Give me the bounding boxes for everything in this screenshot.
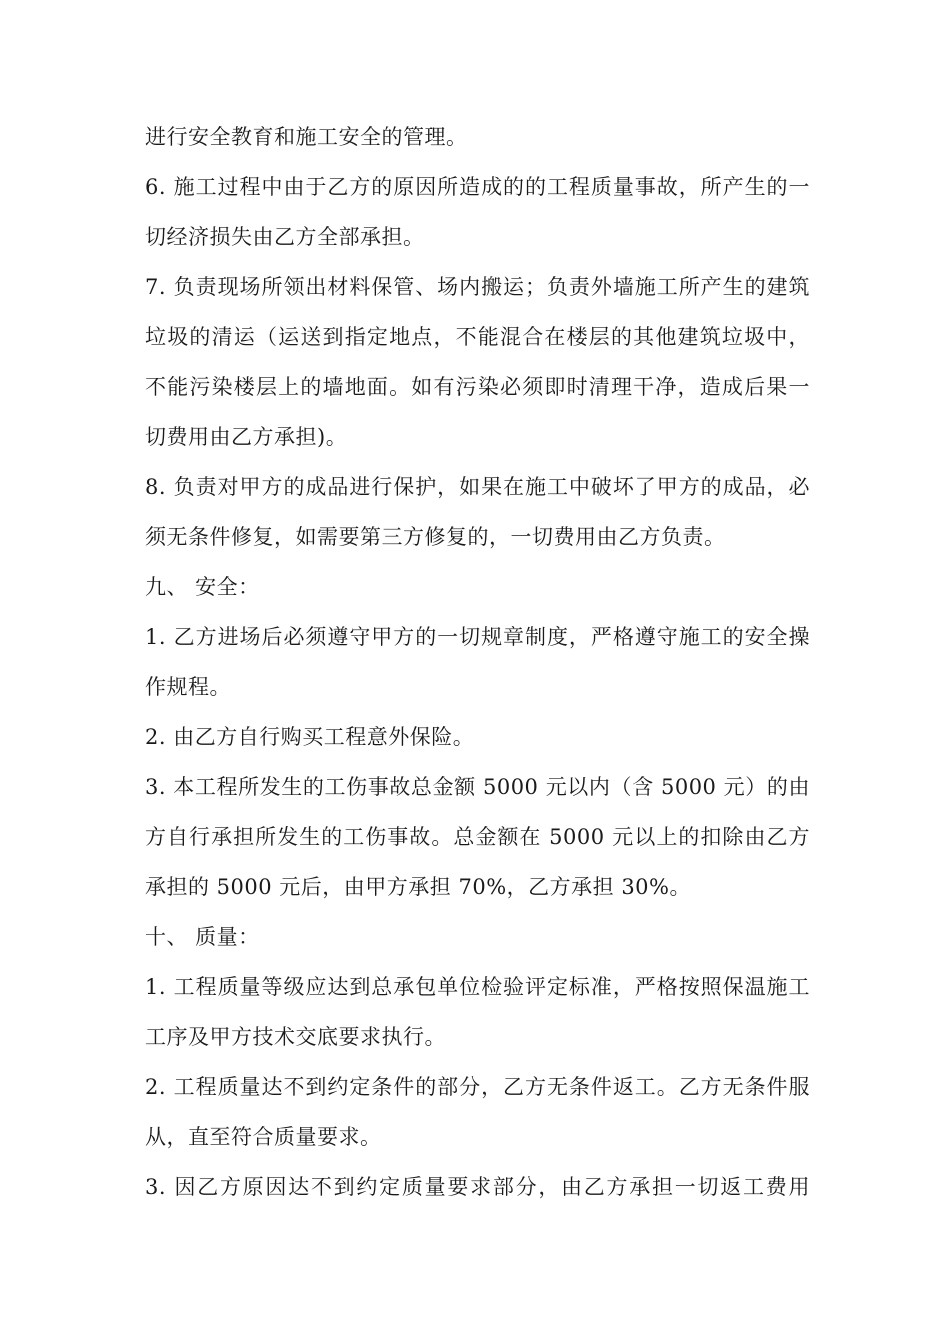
paragraph-line: 不能污染楼层上的墙地面。如有污染必须即时清理干净，造成后果一 (145, 375, 810, 399)
paragraph-line: 3. 因乙方原因达不到约定质量要求部分，由乙方承担一切返工费用 (145, 1175, 810, 1199)
paragraph-line: 九、 安全： (145, 575, 260, 599)
paragraph-line: 3. 本工程所发生的工伤事故总金额 5000 元以内（含 5000 元）的由 (145, 775, 810, 799)
paragraph-line: 方自行承担所发生的工伤事故。总金额在 5000 元以上的扣除由乙方 (145, 825, 810, 849)
paragraph-line: 从，直至符合质量要求。 (145, 1125, 382, 1149)
paragraph-line: 7. 负责现场所领出材料保管、场内搬运；负责外墙施工所产生的建筑 (145, 275, 810, 299)
paragraph-line: 须无条件修复，如需要第三方修复的，一切费用由乙方负责。 (145, 525, 726, 549)
paragraph-line: 1. 工程质量等级应达到总承包单位检验评定标准，严格按照保温施工 (145, 975, 810, 999)
paragraph-line: 切经济损失由乙方全部承担。 (145, 225, 425, 249)
paragraph-line: 作规程。 (145, 675, 231, 699)
paragraph-line: 6. 施工过程中由于乙方的原因所造成的的工程质量事故，所产生的一 (145, 175, 810, 199)
paragraph-line: 1. 乙方进场后必须遵守甲方的一切规章制度，严格遵守施工的安全操 (145, 625, 810, 649)
paragraph-line: 承担的 5000 元后，由甲方承担 70%，乙方承担 30%。 (145, 875, 691, 899)
paragraph-line: 切费用由乙方承担)。 (145, 425, 348, 449)
paragraph-line: 2. 由乙方自行购买工程意外保险。 (145, 725, 475, 749)
paragraph-line: 垃圾的清运（运送到指定地点，不能混合在楼层的其他建筑垃圾中， (145, 325, 810, 349)
paragraph-line: 十、 质量： (145, 925, 260, 949)
paragraph-line: 2. 工程质量达不到约定条件的部分，乙方无条件返工。乙方无条件服 (145, 1075, 810, 1099)
paragraph-line: 工序及甲方技术交底要求执行。 (145, 1025, 446, 1049)
document-body (145, 112, 810, 1212)
paragraph-line: 8. 负责对甲方的成品进行保护，如果在施工中破坏了甲方的成品，必 (145, 475, 810, 499)
paragraph-line: 进行安全教育和施工安全的管理。 (145, 125, 468, 149)
